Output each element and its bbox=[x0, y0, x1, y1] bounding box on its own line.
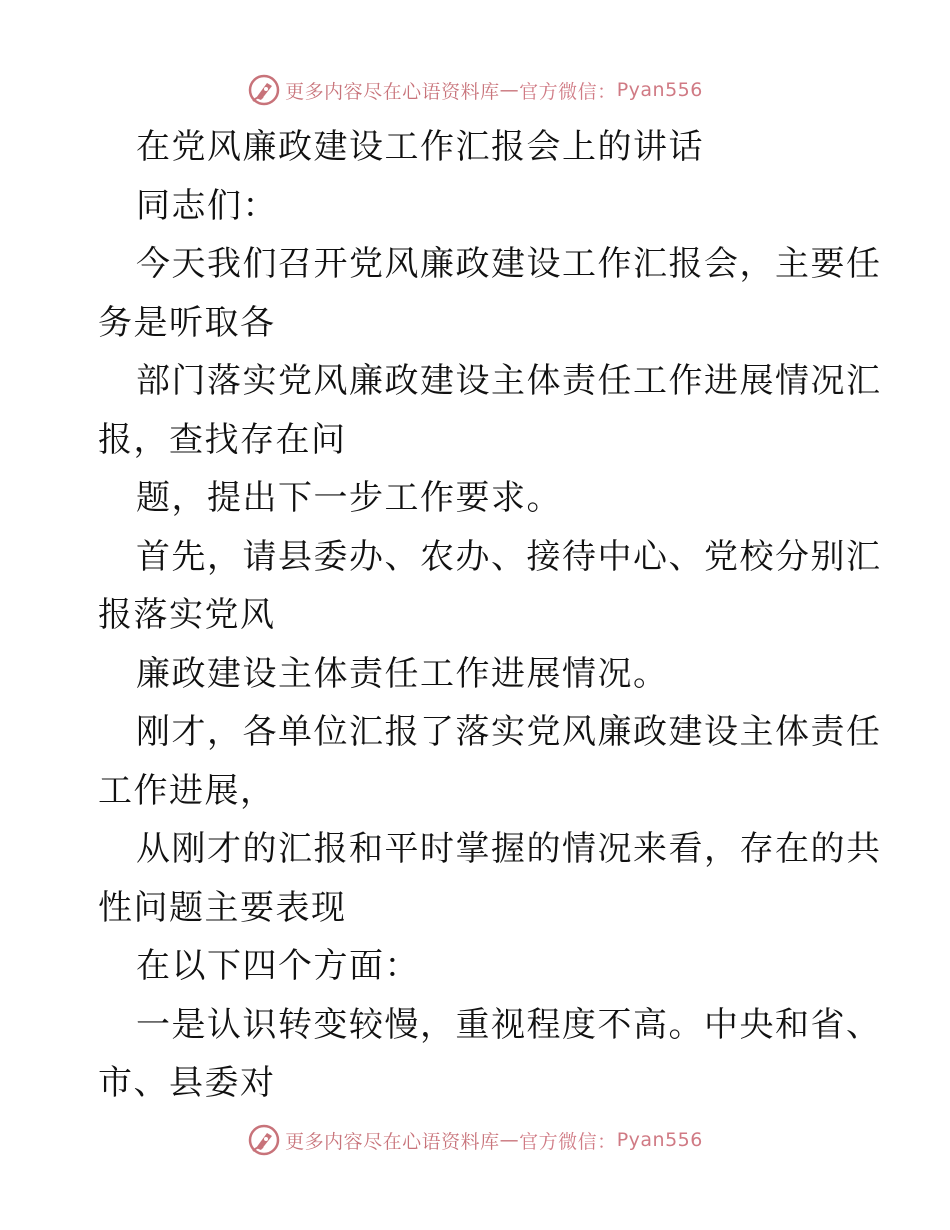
text-line: 在以下四个方面： bbox=[136, 946, 420, 986]
text-line: 在党风廉政建设工作汇报会上的讲话 bbox=[136, 127, 704, 167]
watermark-brand-text: 更多内容尽在心语资料库 bbox=[285, 1130, 500, 1153]
pen-nib-logo-icon bbox=[247, 1123, 281, 1157]
text-line: 市、县委对 bbox=[98, 1063, 276, 1103]
pen-nib-logo-icon bbox=[247, 73, 281, 107]
text-line: 题，提出下一步工作要求。 bbox=[136, 478, 562, 518]
text-line: 同志们： bbox=[136, 185, 278, 226]
footer-watermark bbox=[0, 1120, 950, 1160]
watermark-separator: — bbox=[499, 79, 520, 101]
text-line: 首先，请县委办、农办、接待中心、党校分别汇 bbox=[136, 536, 882, 577]
watermark-wechat-id: Pyan556 bbox=[616, 1129, 703, 1151]
text-line: 部门落实党风廉政建设主体责任工作进展情况汇 bbox=[136, 361, 882, 401]
text-line: 性问题主要表现 bbox=[98, 887, 347, 928]
text-line: 一是认识转变较慢，重视程度不高。中央和省、 bbox=[136, 1004, 882, 1045]
text-line: 刚才，各单位汇报了落实党风廉政建设主体责任 bbox=[136, 712, 882, 752]
header-watermark bbox=[0, 70, 950, 110]
text-line: 务是听取各 bbox=[98, 302, 276, 343]
text-line: 报落实党风 bbox=[98, 595, 276, 635]
text-line: 报，查找存在问 bbox=[98, 419, 347, 460]
watermark-separator: — bbox=[499, 1129, 520, 1151]
text-line: 从刚才的汇报和平时掌握的情况来看，存在的共 bbox=[136, 829, 882, 869]
watermark-wechat-label: 官方微信： bbox=[519, 1130, 617, 1153]
watermark-wechat-label: 官方微信： bbox=[519, 80, 617, 103]
text-line: 工作进展， bbox=[98, 770, 276, 811]
text-line: 今天我们召开党风廉政建设工作汇报会，主要任 bbox=[136, 244, 882, 284]
text-line: 廉政建设主体责任工作进展情况。 bbox=[136, 653, 669, 694]
watermark-wechat-id: Pyan556 bbox=[616, 79, 703, 101]
watermark-brand-text: 更多内容尽在心语资料库 bbox=[285, 80, 500, 103]
document-body bbox=[98, 118, 882, 1113]
